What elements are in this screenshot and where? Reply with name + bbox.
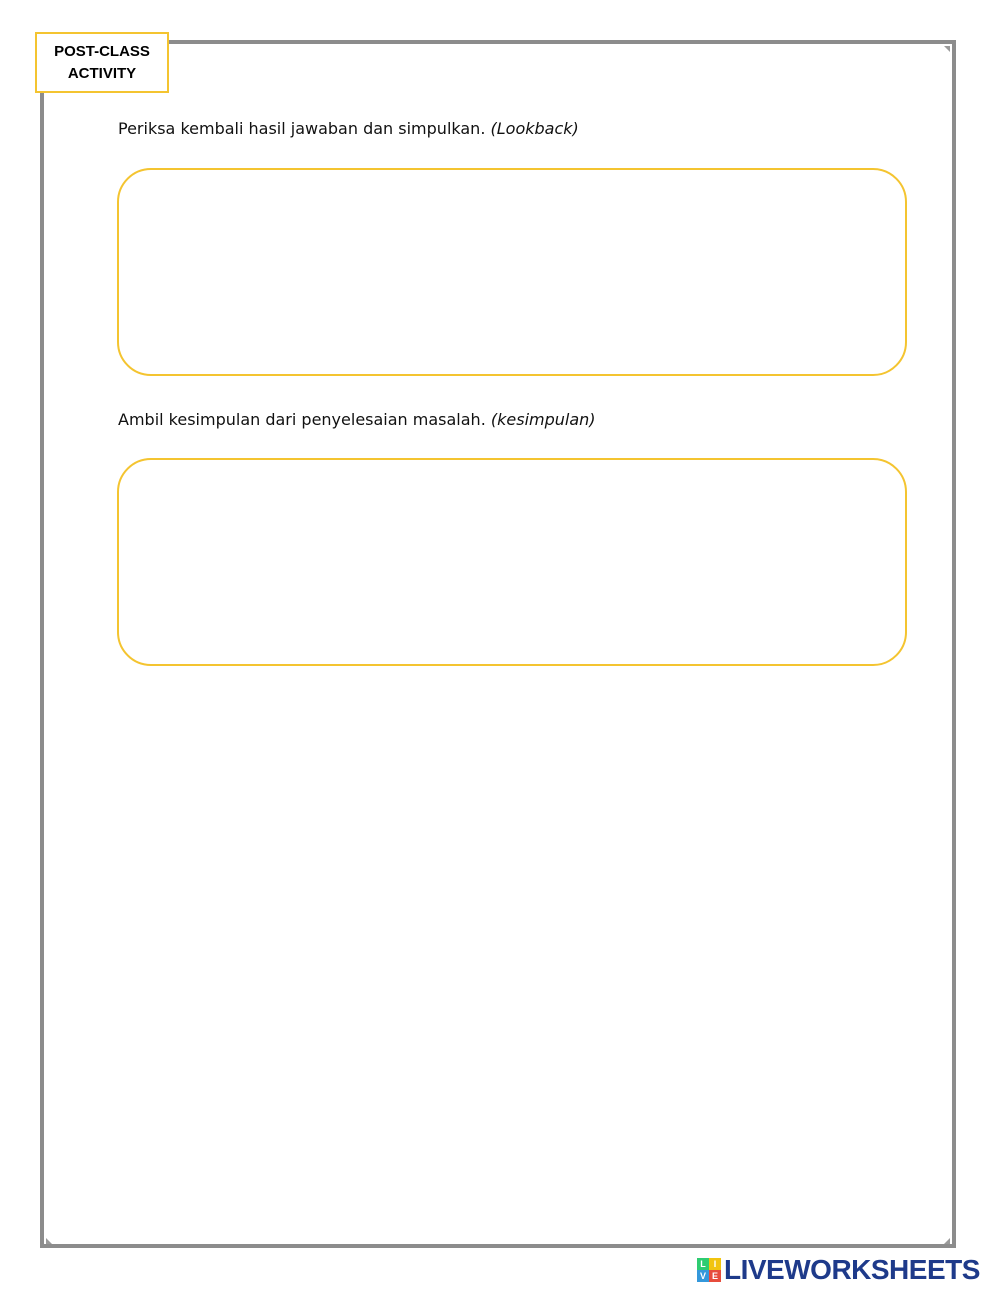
post-class-activity-tag (35, 32, 169, 93)
question-2-text: Ambil kesimpulan dari penyelesaian masalah. (118, 410, 486, 429)
brand-name: LIVEWORKSHEETS (724, 1254, 980, 1285)
tag-line-2: ACTIVITY (67, 64, 137, 82)
question-1-hint: (Lookback) (490, 119, 579, 138)
question-1-prompt (118, 119, 579, 138)
logo-letter-v: V (697, 1270, 709, 1282)
live-logo-icon (697, 1258, 721, 1282)
answer-box-2[interactable] (117, 458, 907, 666)
tag-line-1: POST-CLASS (54, 42, 150, 60)
liveworksheets-logo (697, 1255, 980, 1285)
corner-mark-top-right (944, 46, 950, 52)
logo-letter-l: L (697, 1258, 709, 1270)
logo-letter-i: I (709, 1258, 721, 1270)
question-2-hint: (kesimpulan) (490, 410, 596, 429)
question-2-prompt (118, 410, 596, 429)
corner-mark-bottom-right (944, 1238, 950, 1244)
logo-letter-e: E (709, 1270, 721, 1282)
question-1-text: Periksa kembali hasil jawaban dan simpulkan. (118, 119, 486, 138)
corner-mark-bottom-left (46, 1238, 52, 1244)
answer-box-1[interactable] (117, 168, 907, 376)
